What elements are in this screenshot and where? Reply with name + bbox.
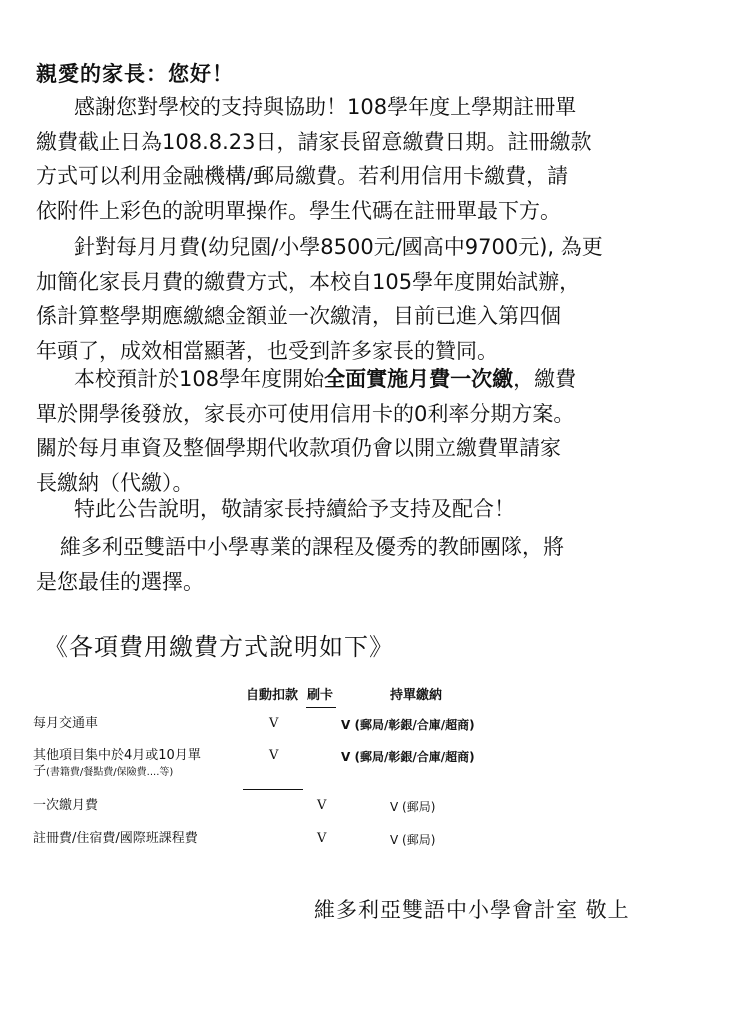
paragraph-line: 維多利亞雙語中小學專業的課程及優秀的教師團隊，將 [60,535,564,559]
fee-row-label: 每月交通車 [33,716,99,731]
paragraph-line: 依附件上彩色的說明單操作。學生代碼在註冊單最下方。 [36,198,561,223]
paragraph-line: 特此公告說明，敬請家長持續給予支持及配合！ [74,497,515,521]
fee-row-label [33,748,201,781]
fee-row-mark: V [269,748,279,763]
fee-row-label-note: (書籍費/餐點費/保險費....等) [46,767,174,778]
paragraph-2 [36,230,716,368]
greeting: 親愛的家長：您好！ [36,62,234,86]
fee-row-mark: V [269,716,279,731]
fees-section-title: 《各項費用繳費方式說明如下》 [44,633,394,661]
paragraph-line: 方式可以利用金融機構/郵局繳費。若利用信用卡繳費，請 [36,164,569,188]
fee-row-label: 註冊費/住宿費/國際班課程費 [33,831,198,846]
paragraph-line: 關於每月車資及整個學期代收款項仍會以開立繳費單請家 [36,436,561,460]
paragraph-line: 針對每月月費(幼兒園/小學8500元/國高中9700元), 為更 [74,235,603,259]
header-card: 刷卡 [307,688,334,703]
header-counter: 持單繳納 [390,688,443,703]
header-underline [306,707,336,708]
paragraph-line: 加簡化家長月費的繳費方式，本校自105學年度開始試辦， [36,269,581,294]
paragraph-text: 本校預計於108學年度開始 [74,367,325,391]
fee-row-note: V (郵局) [390,833,436,847]
paragraph-3 [36,362,716,500]
emphasis-text: 全面實施月費一次繳 [324,367,514,391]
paragraph-1 [36,90,716,228]
paragraph-4 [36,492,716,527]
fee-row-mark: V [317,798,327,813]
paragraph-line: 長繳納（代繳）。 [36,470,194,495]
paragraph-5 [36,530,716,599]
signature: 維多利亞雙語中小學會計室 敬上 [314,898,630,922]
paragraph-line: 繳費截止日為108.8.23日，請家長留意繳費日期。註冊繳款 [36,129,592,154]
paragraph-line: 係計算整學期應繳總金額並一次繳清，目前已進入第四個 [36,304,561,328]
fee-row-label-text: 其他項目集中於4月或10月單 [33,748,201,763]
fee-row-note: V (郵局/彰銀/合庫/超商) [341,718,475,732]
paragraph-line [36,362,716,397]
paragraph-line: 是您最佳的選擇。 [36,569,204,594]
row-separator [243,789,303,790]
fee-row-mark: V [317,831,327,846]
fee-row-label: 一次繳月費 [33,798,99,813]
paragraph-line: 年頭了，成效相當顯著，也受到許多家長的贊同。 [36,338,498,363]
paragraph-line: 單於開學後發放，家長亦可使用信用卡的0利率分期方案。 [36,401,575,426]
fee-row-label-text: 子 [33,764,47,779]
fee-row-note: V (郵局) [390,800,436,814]
header-auto-debit: 自動扣款 [246,688,299,703]
fee-row-note: V (郵局/彰銀/合庫/超商) [341,750,475,764]
paragraph-text: ，繳費 [513,367,577,391]
paragraph-line: 感謝您對學校的支持與協助！108學年度上學期註冊單 [74,95,577,119]
